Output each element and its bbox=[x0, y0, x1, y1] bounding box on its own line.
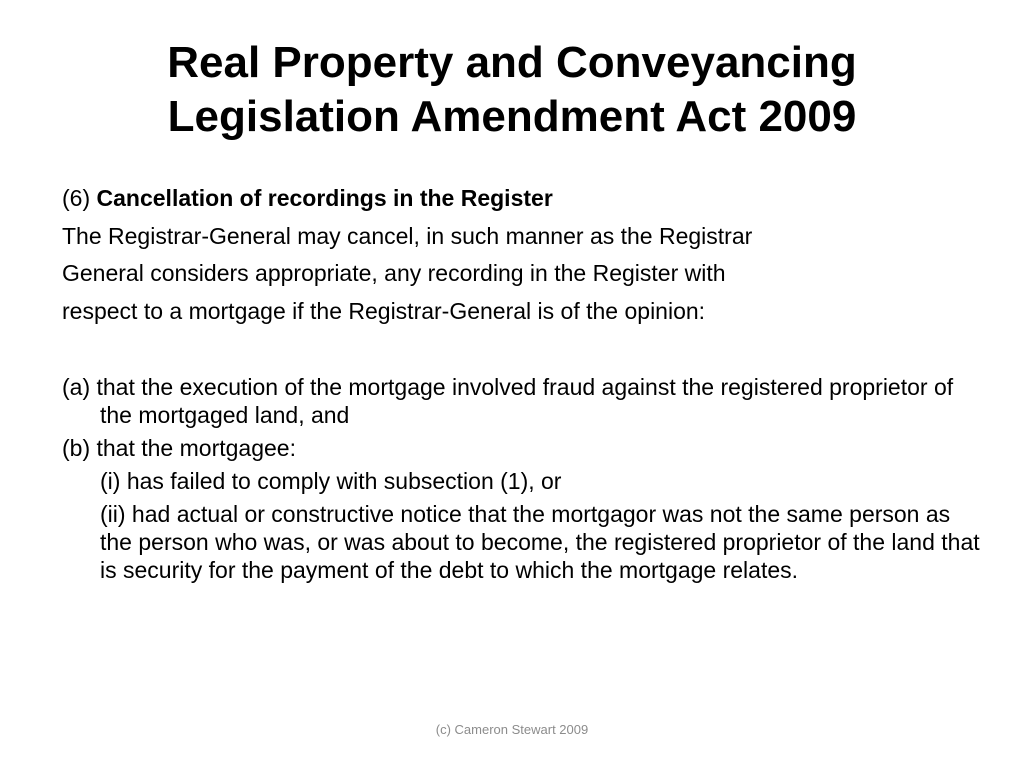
intro-line-1: The Registrar-General may cancel, in such manner as the Registrar bbox=[62, 222, 753, 249]
title-line-1: Real Property and Conveyancing bbox=[167, 38, 857, 87]
slide-body bbox=[62, 180, 982, 588]
item-a: (a) that the execution of the mortgage involved fraud against the registered proprietor of the mortgaged land, and bbox=[62, 374, 954, 428]
section-heading-text: Cancellation of recordings in the Register bbox=[96, 185, 553, 211]
item-b-i: (i) has failed to comply with subsection (1), or bbox=[100, 468, 562, 494]
section-heading bbox=[62, 180, 982, 218]
section-number: (6) bbox=[62, 185, 91, 211]
paragraph-gap bbox=[62, 330, 982, 368]
intro-line-3: respect to a mortgage if the Registrar-General is of the opinion: bbox=[62, 297, 706, 324]
title-line-2: Legislation Amendment Act 2009 bbox=[167, 92, 857, 141]
slide-footer: (c) Cameron Stewart 2009 bbox=[435, 722, 589, 737]
intro-line-2: General considers appropriate, any recording in the Register with bbox=[62, 260, 726, 286]
item-b-ii: (ii) had actual or constructive notice that the mortgagor was not the same person as the person who was, or was about to become, the registered proprietor of the land that is security for the payment of the debt to which the mortgage relates. bbox=[100, 501, 980, 583]
slide-title bbox=[40, 36, 984, 144]
item-b: (b) that the mortgagee: bbox=[62, 435, 296, 461]
